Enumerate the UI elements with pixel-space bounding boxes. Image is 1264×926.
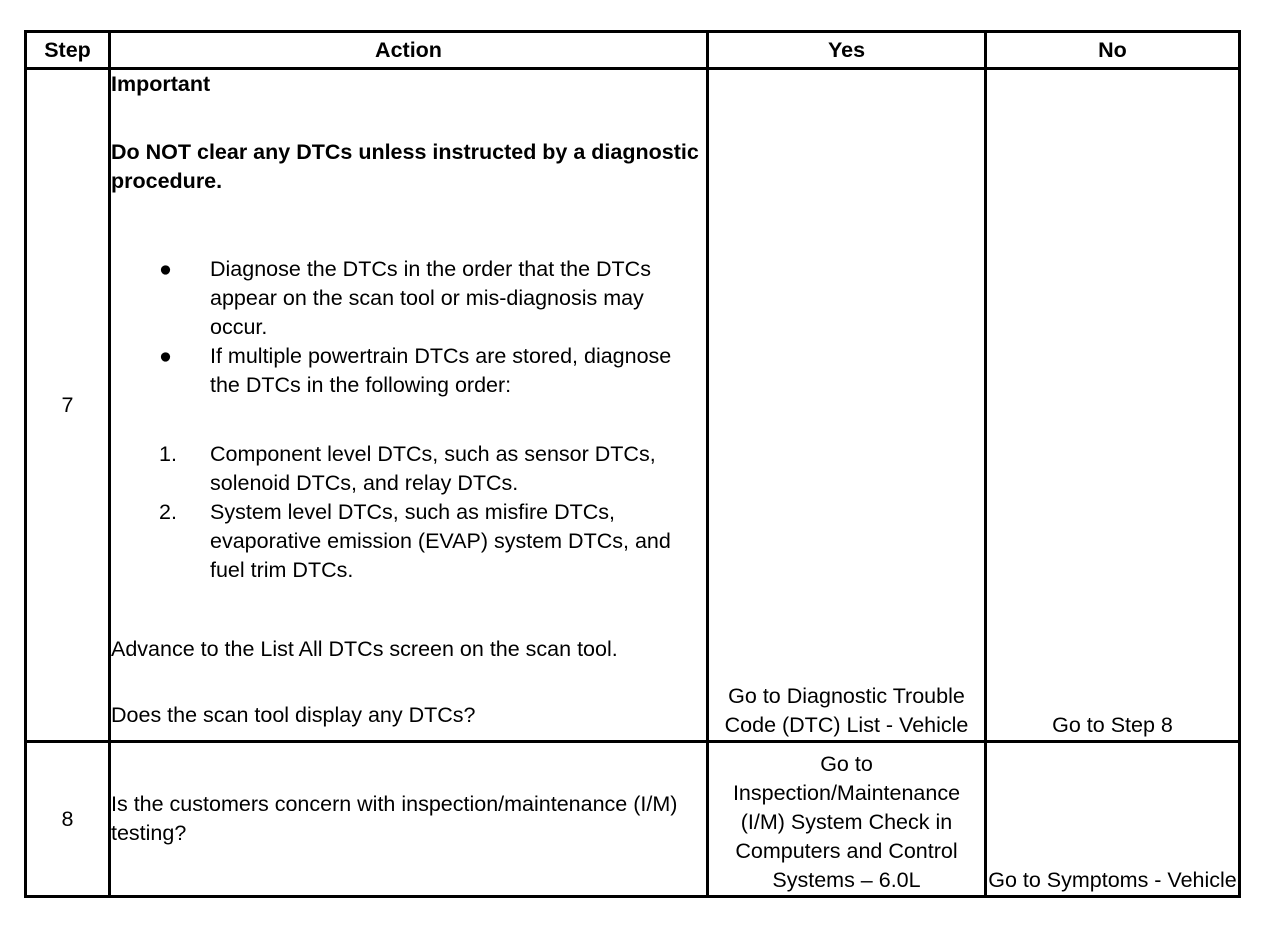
list-text: Component level DTCs, such as sensor DTCs, solenoid DTCs, and relay DTCs. bbox=[210, 442, 656, 495]
yes-result: Go to Inspection/Maintenance (I/M) System Check in Computers and Control Systems – 6.0L bbox=[708, 742, 986, 897]
list-number: 2. bbox=[159, 500, 177, 524]
bullet-icon: ● bbox=[159, 344, 172, 368]
bullet-list bbox=[111, 255, 706, 400]
table-row bbox=[26, 742, 1240, 897]
header-no: No bbox=[986, 32, 1240, 69]
question-text: Does the scan tool display any DTCs? bbox=[111, 703, 476, 727]
list-item bbox=[111, 498, 706, 585]
header-action: Action bbox=[110, 32, 708, 69]
diagnostic-table bbox=[24, 30, 1241, 898]
no-result: Go to Symptoms - Vehicle bbox=[986, 742, 1240, 897]
list-item bbox=[111, 440, 706, 498]
step-number: 7 bbox=[26, 69, 110, 742]
question-text: Is the customers concern with inspection/maintenance (I/M) testing? bbox=[110, 742, 708, 897]
step-number: 8 bbox=[26, 742, 110, 897]
warning-text: Do NOT clear any DTCs unless instructed by a diagnostic procedure. bbox=[111, 140, 699, 193]
header-yes: Yes bbox=[708, 32, 986, 69]
action-cell bbox=[110, 69, 708, 742]
header-step: Step bbox=[26, 32, 110, 69]
instruction-text: Advance to the List All DTCs screen on the scan tool. bbox=[111, 637, 618, 661]
list-item bbox=[111, 342, 706, 400]
yes-result: Go to Diagnostic Trouble Code (DTC) List - Vehicle bbox=[708, 69, 986, 742]
list-text: System level DTCs, such as misfire DTCs, evaporative emission (EVAP) system DTCs, and fuel trim DTCs. bbox=[210, 500, 671, 582]
header-row bbox=[26, 32, 1240, 69]
ordered-list bbox=[111, 440, 706, 585]
no-result: Go to Step 8 bbox=[986, 69, 1240, 742]
bullet-text: If multiple powertrain DTCs are stored, diagnose the DTCs in the following order: bbox=[210, 344, 672, 397]
bullet-text: Diagnose the DTCs in the order that the DTCs appear on the scan tool or mis-diagnosis may occur. bbox=[210, 257, 651, 339]
important-label: Important bbox=[111, 72, 211, 96]
list-number: 1. bbox=[159, 442, 177, 466]
table-row bbox=[26, 69, 1240, 742]
list-item bbox=[111, 255, 706, 342]
bullet-icon: ● bbox=[159, 257, 172, 281]
